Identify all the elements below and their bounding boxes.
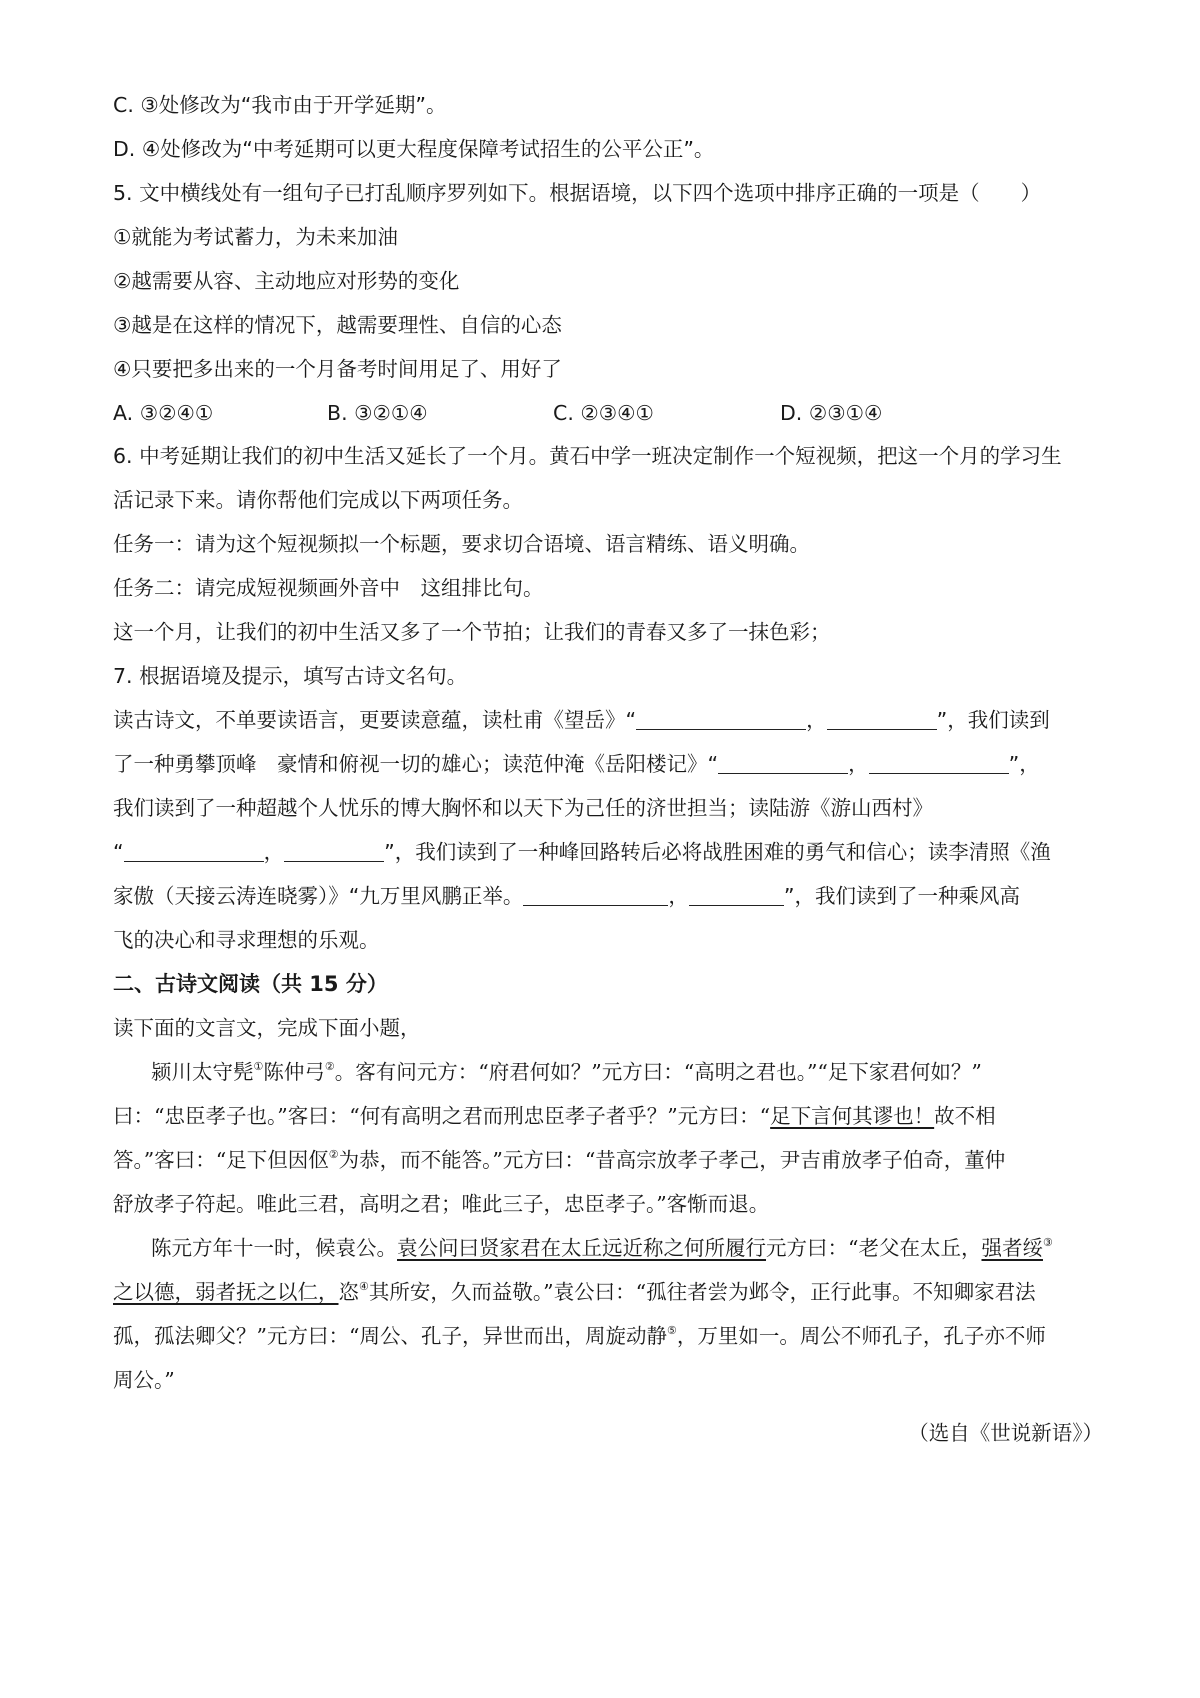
passage-p2-line-2 (113, 1277, 1036, 1307)
q5-option-a: A. ③②④① (113, 401, 214, 425)
q4-option-c: C. ③处修改为“我市由于开学延期”。 (113, 93, 447, 117)
footnote-marker: ⑤ (666, 1324, 677, 1337)
q7-line-4 (113, 837, 1051, 867)
q5-option-c: C. ②③④① (553, 401, 654, 425)
footnote-marker: ② (328, 1148, 339, 1161)
passage-text: 其所安，久而益敬。”袁公曰：“孤往者尝为邺令，正行此事。不知卿家君法 (368, 1280, 1036, 1304)
q6-parallel-sentence: 这一个月，让我们的初中生活又多了一个节拍；让我们的青春又多了一抹色彩； (113, 620, 831, 644)
q6-task-1: 任务一：请为这个短视频拟一个标题，要求切合语境、语言精练、语义明确。 (113, 532, 810, 556)
passage-text: 元方曰：“老父在太丘， (766, 1236, 982, 1260)
passage-text: 颍川太守髡 (151, 1060, 254, 1084)
fill-blank[interactable] (523, 885, 668, 906)
q5-options (113, 398, 1103, 428)
passage-text: 孤，孤法卿父？”元方曰：“周公、孔子，异世而出，周旋动静 (113, 1324, 667, 1348)
fill-blank[interactable] (827, 709, 937, 730)
passage-p1-line-1 (151, 1057, 982, 1087)
q7-text: ”，我们读到 (936, 708, 1050, 732)
q7-text: ”， (1008, 752, 1040, 776)
q5-option-d: D. ②③①④ (780, 401, 883, 425)
q5-sentence-2: ②越需要从容、主动地应对形势的变化 (113, 269, 460, 293)
footnote-marker: ③ (1042, 1236, 1053, 1249)
q5-sentence-1: ①就能为考试蓄力，为未来加油 (113, 225, 398, 249)
q6-task-2: 任务二：请完成短视频画外音中 这组排比句。 (113, 576, 544, 600)
passage-text: 。客有问元方：“府君何如？”元方曰：“高明之君也。”“足下家君何如？” (334, 1060, 982, 1084)
fill-blank[interactable] (689, 885, 784, 906)
section-2-heading: 二、古诗文阅读（共 15 分） (113, 972, 388, 996)
q7-comma: ， (668, 884, 689, 908)
q7-line-6: 飞的决心和寻求理想的乐观。 (113, 928, 380, 952)
passage-text: 陈仲弓 (263, 1060, 325, 1084)
q5-stem: 5. 文中横线处有一组句子已打乱顺序罗列如下。根据语境，以下四个选项中排序正确的一项是（ ） (113, 181, 1042, 205)
footnote-marker: ④ (359, 1280, 369, 1293)
underlined-sentence: 强者绥 (981, 1236, 1043, 1260)
q7-text: “ (113, 840, 124, 864)
passage-text: 为恭，而不能答。”元方曰：“昔高宗放孝子孝己，尹吉甫放孝子伯奇，董仲 (338, 1148, 1006, 1172)
q7-text: ”，我们读到了一种峰回路转后必将战胜困难的勇气和信心；读李清照《渔 (384, 840, 1051, 864)
q7-line-2 (113, 749, 1040, 779)
q7-text: 家傲（天接云涛连晓雾）》“九万里风鹏正举。 (113, 884, 524, 908)
passage-text: 曰：“忠臣孝子也。”客曰：“何有高明之君而刑忠臣孝子者乎？”元方曰：“ (113, 1104, 771, 1128)
q7-line-1 (113, 705, 1050, 735)
q5-sentence-3: ③越是在这样的情况下，越需要理性、自信的心态 (113, 313, 562, 337)
passage-p2-line-1 (151, 1233, 1053, 1263)
underlined-sentence: 袁公问曰贤家君在太丘远近称之何所履行 (397, 1236, 766, 1260)
underlined-sentence: 足下言何其谬也！ (770, 1104, 935, 1128)
fill-blank[interactable] (636, 709, 806, 730)
fill-blank[interactable] (124, 841, 264, 862)
q7-text: 读古诗文，不单要读语言，更要读意蕴，读杜甫《望岳》“ (113, 708, 637, 732)
passage-p1-line-2 (113, 1101, 996, 1131)
q5-option-b: B. ③②①④ (327, 401, 428, 425)
passage-text: 恣 (338, 1280, 359, 1304)
underlined-sentence: 之以德，弱者抚之以仁， (113, 1280, 339, 1304)
section-2-intro: 读下面的文言文，完成下面小题， (113, 1016, 421, 1040)
q7-line-3: 我们读到了一种超越个人忧乐的博大胸怀和以天下为己任的济世担当；读陆游《游山西村》 (113, 796, 933, 820)
q7-stem: 7. 根据语境及提示，填写古诗文名句。 (113, 664, 468, 688)
fill-blank[interactable] (284, 841, 384, 862)
passage-p2-line-4: 周公。” (113, 1368, 175, 1392)
fill-blank[interactable] (718, 753, 848, 774)
source-attribution: （选自《世说新语》） (908, 1421, 1103, 1445)
q7-line-5 (113, 881, 1020, 911)
footnote-marker: ② (324, 1060, 335, 1073)
fill-blank[interactable] (869, 753, 1009, 774)
passage-text: 答。”客曰：“足下但因伛 (113, 1148, 329, 1172)
q6-stem-line2: 活记录下来。请你帮他们完成以下两项任务。 (113, 488, 523, 512)
q5-sentence-4: ④只要把多出来的一个月备考时间用足了、用好了 (113, 357, 562, 381)
passage-text: 陈元方年十一时，候袁公。 (151, 1236, 397, 1260)
q7-text: ”，我们读到了一种乘风高 (783, 884, 1020, 908)
passage-p1-line-4: 舒放孝子符起。唯此三君，高明之君；唯此三子，忠臣孝子。”客惭而退。 (113, 1192, 770, 1216)
passage-p2-line-3 (113, 1321, 1046, 1351)
q7-comma: ， (806, 708, 827, 732)
q6-stem-line1: 6. 中考延期让我们的初中生活又延长了一个月。黄石中学一班决定制作一个短视频，把这一个月的学习生 (113, 444, 1062, 468)
q7-comma: ， (848, 752, 869, 776)
passage-p1-line-3 (113, 1145, 1005, 1175)
footnote-marker: ① (253, 1060, 264, 1073)
passage-text: 故不相 (934, 1104, 996, 1128)
q4-option-d: D. ④处修改为“中考延期可以更大程度保障考试招生的公平公正”。 (113, 137, 715, 161)
q7-comma: ， (263, 840, 285, 864)
q7-text: 了一种勇攀顶峰 豪情和俯视一切的雄心；读范仲淹《岳阳楼记》“ (113, 752, 719, 776)
passage-text: ，万里如一。周公不师孔子，孔子亦不师 (676, 1324, 1046, 1348)
